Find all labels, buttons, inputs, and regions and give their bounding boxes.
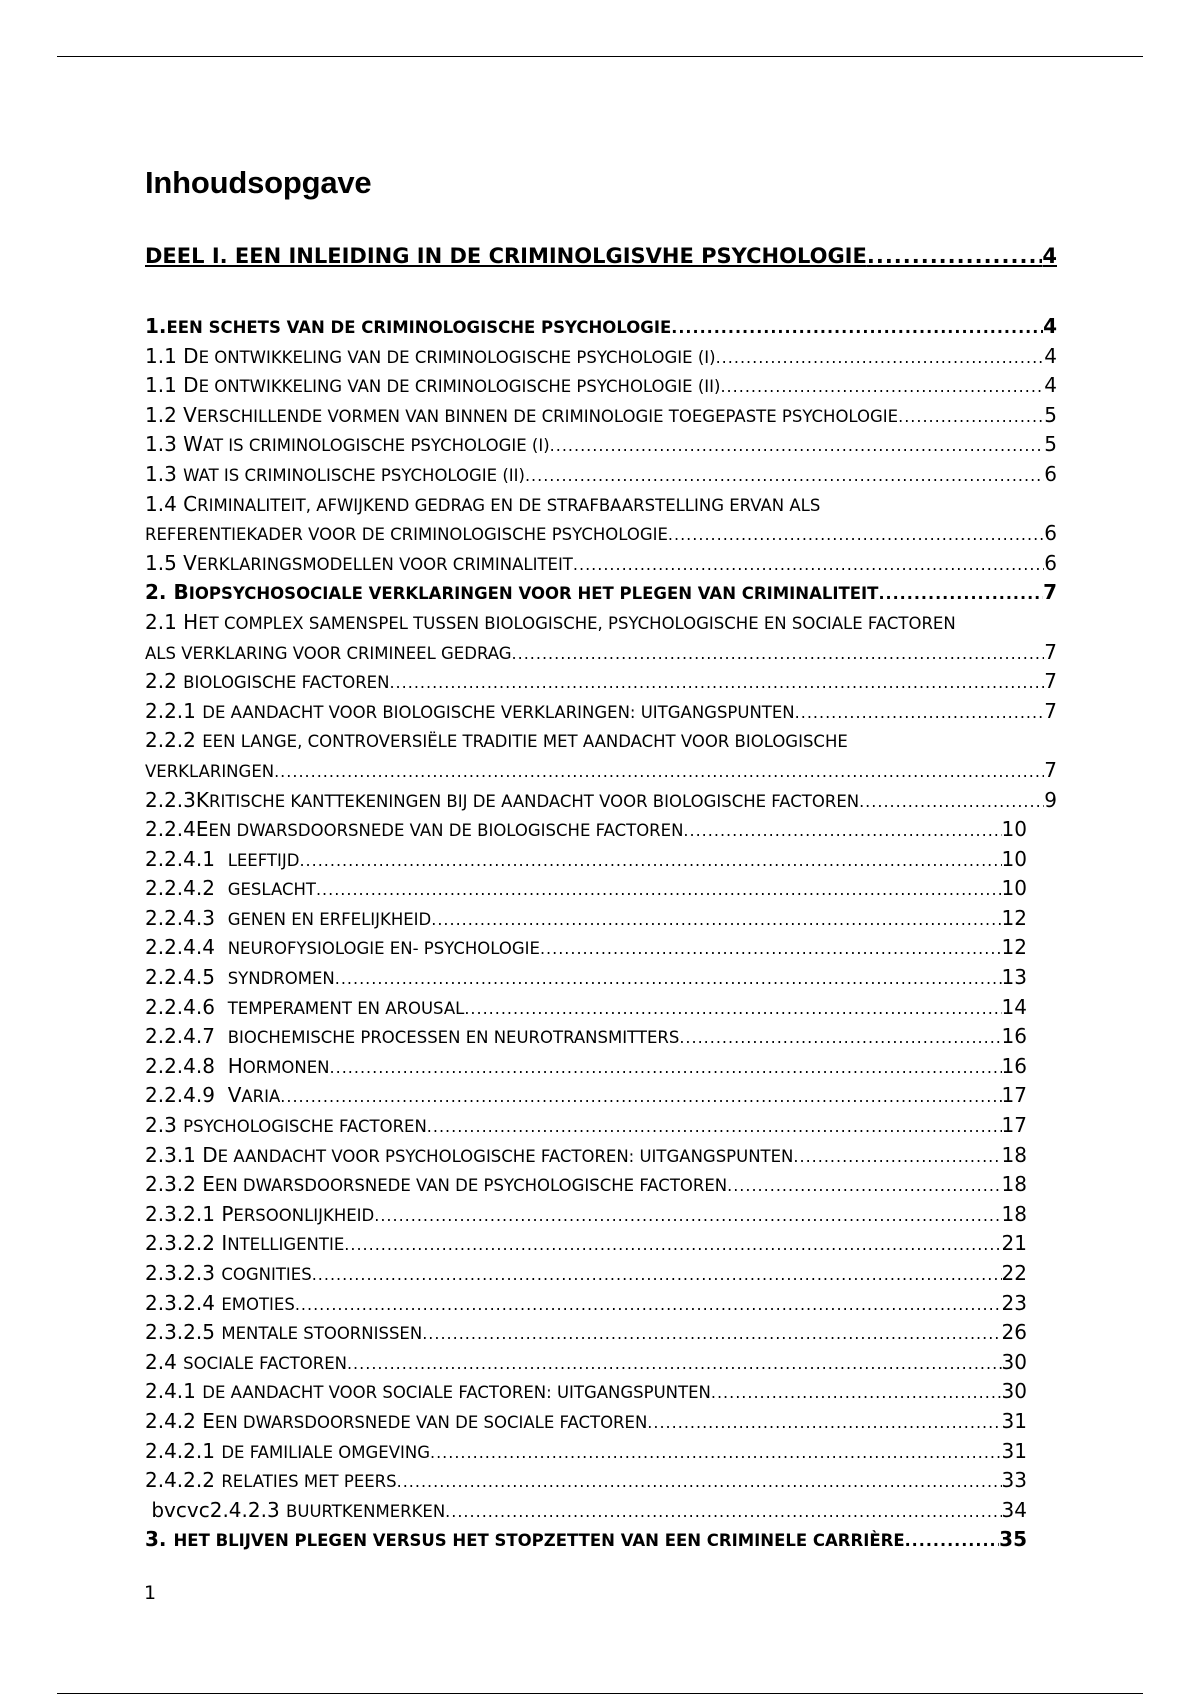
toc-entry-page: 12 [1001,935,1027,960]
toc-entry-text: DE AANDACHT VOOR BIOLOGISCHE VERKLARINGEN: UITGANGSPUNTEN [202,702,795,722]
dot-leader [671,318,1043,337]
toc-entry[interactable] [145,580,1057,610]
toc-entry-number: 2.2.2 [145,728,203,753]
toc-entry[interactable] [145,1024,1057,1054]
dot-leader [431,910,1001,929]
toc-entry-text: RITISCHE KANTTEKENINGEN BIJ DE AANDACHT VOOR BIOLOGISCHE FACTOREN [209,791,860,811]
toc-entry-text: RIMINALITEIT, AFWIJKEND GEDRAG EN DE STRAFBAARSTELLING ERVAN ALS [197,495,821,515]
dot-leader [344,1235,1001,1254]
page-title: Inhoudsopgave [145,165,372,200]
toc-entry-text: COGNITIES [221,1265,312,1284]
toc-entry-initial: H [183,609,199,634]
toc-entry-title [145,788,859,812]
toc-entry-text: NTELLIGENTIE [227,1235,345,1255]
dot-leader [711,1383,1002,1402]
toc-entry-number: 2.2.4.8 [145,1053,228,1078]
toc-entry[interactable] [145,817,1057,847]
toc-entry[interactable] [145,1468,1057,1498]
toc-entry-text: SOCIALE FACTOREN [183,1353,347,1373]
toc-entry-initial: P [221,1201,234,1226]
toc-entry-title [145,995,464,1019]
toc-entry[interactable] [145,758,1057,788]
toc-entry-text: ET COMPLEX SAMENSPEL TUSSEN BIOLOGISCHE, PSYCHOLOGISCHE EN SOCIALE FACTOREN [198,613,956,633]
toc-entry-page: 4 [1044,373,1057,398]
toc-entry-title [145,580,878,604]
toc-entry-page: 16 [1001,1053,1027,1078]
toc-entry-title [145,1409,647,1433]
toc-entry-number: 1.3 [145,432,184,457]
toc-entry-text: DE AANDACHT VOOR SOCIALE FACTOREN: UITGANGSPUNTEN [202,1383,711,1403]
toc-entry-number: 2.2.4.9 [145,1083,228,1108]
toc-entry[interactable] [145,1379,1057,1409]
toc-entry-title [145,728,848,752]
toc-entry-text: IOPSYCHOSOCIALE VERKLARINGEN VOOR HET PLEGEN VAN CRIMINALITEIT [188,584,879,604]
dot-leader [647,1413,1001,1432]
toc-entry-title [145,1113,427,1137]
toc-entry-page: 12 [1001,905,1027,930]
toc-entry-text: ERSOONLIJKHEID [233,1205,375,1225]
toc-entry-text: AT IS CRIMINOLOGISCHE PSYCHOLOGIE (I) [202,436,550,456]
toc-entry-page: 17 [1001,1083,1027,1108]
toc-entry-page: 6 [1044,521,1057,546]
toc-entry-title [145,344,716,368]
toc-entry[interactable] [145,1172,1057,1202]
toc-entry-page: 26 [1001,1320,1027,1345]
toc-entry [145,492,1057,522]
toc-entry-page: 16 [1001,1024,1027,1049]
toc-entry-title [145,462,525,486]
toc-entry-number: 2. [145,580,174,605]
toc-entry-page: 10 [1001,876,1027,901]
dot-leader [525,466,1044,485]
toc-entry-number: 2.4.2.1 [145,1438,222,1463]
toc-entry[interactable] [145,1291,1057,1321]
dot-leader [573,555,1044,574]
dot-leader [668,525,1044,544]
toc-entry-text: E AANDACHT VOOR PSYCHOLOGISCHE FACTOREN: UITGANGSPUNTEN [217,1146,794,1166]
toc-entry-text: RELATIES MET PEERS [221,1472,397,1492]
toc-entry-initial: E [202,1408,215,1433]
toc-entry-text: GESLACHT [227,880,316,900]
toc-entry[interactable] [145,699,1057,729]
toc-entry-text: EMOTIES [221,1294,295,1314]
toc-entry-number: 1.3 [145,461,184,486]
toc-entry[interactable] [145,1231,1057,1261]
toc-entry[interactable] [145,1054,1057,1084]
toc-entry-title [145,1261,312,1285]
toc-entry-page: 31 [1001,1438,1027,1463]
toc-entry-title [145,432,550,456]
toc-entry-title [145,758,274,782]
toc-entry-page: 14 [1001,994,1027,1019]
toc-entry-number: 2.4.2.2 [145,1468,222,1493]
toc-part-line[interactable] [145,244,1057,276]
toc-entry-text: ERSCHILLENDE VORMEN VAN BINNEN DE CRIMINOLOGIE TOEGEPASTE PSYCHOLOGIE [196,406,899,426]
toc-entry[interactable] [145,876,1057,906]
toc-entry-number: bvcvc2.4.2.3 [145,1497,287,1522]
toc-entry-title [145,847,299,871]
toc-entry-title [145,1202,374,1226]
dot-leader [274,762,1044,781]
toc-entry-number: 2.3.2.4 [145,1290,222,1315]
dot-leader [427,1117,1002,1136]
toc-entry-text: DE FAMILIALE OMGEVING [221,1442,430,1462]
toc-entry[interactable] [145,995,1057,1025]
toc-entry-text: EEN LANGE, CONTROVERSIËLE TRADITIE MET AANDACHT VOOR BIOLOGISCHE [202,732,848,752]
toc-entry-title [145,373,720,397]
toc-entry-number: 2.2.1 [145,698,203,723]
toc-entry-number: 2.2.4.4 [145,935,228,960]
toc-entry-number: 2.2.4.2 [145,876,228,901]
toc-entry-number: 2.2.3 [145,787,196,812]
toc-entry-initial: V [227,1083,242,1108]
dot-leader [550,436,1045,455]
toc-entry-number: 2.2.4.3 [145,905,228,930]
toc-entry-title [145,817,683,841]
dot-leader [335,969,1002,988]
toc-entry-page: 18 [1001,1142,1027,1167]
toc-entry-number: 2.2.4.5 [145,965,228,990]
dot-leader [374,1206,1001,1225]
toc-entry-title [145,1143,793,1167]
dot-leader [795,703,1045,722]
dot-leader [430,1443,1002,1462]
toc-entry-page: 9 [1044,787,1057,812]
toc-entry-number: 2.3.2 [145,1172,203,1197]
toc-entry-page: 10 [1001,846,1027,871]
dot-leader [716,348,1045,367]
toc-entry-initial: V [183,550,197,575]
toc-entry-text: WAT IS CRIMINOLISCHE PSYCHOLOGIE (II) [183,465,525,485]
dot-leader [683,821,1001,840]
toc-entry[interactable] [145,1439,1057,1469]
dot-leader [445,1502,1001,1521]
toc-entry-text: EN DWARSDOORSNEDE VAN DE BIOLOGISCHE FACTOREN [208,821,684,841]
dot-leader [299,851,1001,870]
dot-leader [540,939,1002,958]
toc-entry-number: 2.2.4.6 [145,994,228,1019]
toc-entry-title [145,935,540,959]
toc-entry-number: 2.3.1 [145,1142,203,1167]
toc-entry-page: 4 [1043,314,1057,338]
toc-entry-title [145,1320,422,1344]
toc-entry[interactable] [145,432,1057,462]
page-number: 1 [144,1582,157,1604]
toc-entry [145,610,1057,640]
toc-entry-page: 7 [1044,698,1057,723]
toc-entry-text: EN DWARSDOORSNEDE VAN DE PSYCHOLOGISCHE FACTOREN [214,1176,728,1196]
toc-entry-initial: I [221,1231,228,1256]
toc-entry-text: VERKLARINGEN [145,761,275,781]
toc-entry-text: ARIA [241,1087,281,1107]
toc-entry-number: 2.1 [145,609,184,634]
dot-leader [312,1265,1002,1284]
toc-entry-title [145,610,956,634]
toc-entry-title [145,1527,905,1551]
toc-entry-text: E ONTWIKKELING VAN DE CRIMINOLOGISCHE PSYCHOLOGIE (I) [198,347,716,367]
toc-entry-initial: W [183,432,203,457]
toc-entry-number: 2.2 [145,669,184,694]
toc-entry-number: 1.1 [145,373,184,398]
toc-entry-title [145,314,671,338]
toc-entry-title [145,640,512,664]
toc-entry-text: SYNDROMEN [227,969,335,989]
toc-entry[interactable] [145,1113,1057,1143]
toc-entry-page: 6 [1044,550,1057,575]
toc-entry[interactable] [145,935,1057,965]
toc-entry-title [145,1291,295,1315]
toc-entry[interactable] [145,521,1057,551]
toc-entry-page: 7 [1044,757,1057,782]
toc-entry-number: 2.4.1 [145,1379,203,1404]
toc-part-heading [145,244,1057,276]
toc-entry-number: 2.4 [145,1349,184,1374]
toc-entry-page: 18 [1001,1201,1027,1226]
toc-entry[interactable] [145,965,1057,995]
toc-entry-title [145,492,820,516]
toc-entry-text: EN DWARSDOORSNEDE VAN DE SOCIALE FACTOREN [214,1412,648,1432]
toc-entry-number: 2.3.2.1 [145,1201,222,1226]
dot-leader [878,584,1043,603]
toc-entry-text: BIOCHEMISCHE PROCESSEN EN NEUROTRANSMITTERS [227,1028,680,1048]
dot-leader [280,1087,1001,1106]
toc-entry-page: 23 [1001,1290,1027,1315]
dot-leader [898,407,1044,426]
toc-entry[interactable] [145,314,1057,344]
toc-entry-text: EEN SCHETS VAN DE CRIMINOLOGISCHE PSYCHOLOGIE [166,318,672,337]
dot-leader [720,377,1044,396]
toc-part-text: DEEL I. EEN INLEIDING IN DE CRIMINOLGISVHE PSYCHOLOGIE [145,244,867,268]
toc-entry-title [145,1231,344,1255]
toc-entry-page: 33 [1001,1468,1027,1493]
toc-entry-title [145,1054,330,1078]
toc-entry-number: 2.4.2 [145,1408,203,1433]
toc-entry-title [145,1498,445,1522]
toc-entry[interactable] [145,1527,1057,1557]
toc-entry[interactable] [145,847,1057,877]
toc-entry-initial: V [183,402,197,427]
toc-entry-page: 5 [1044,402,1057,427]
toc-entry-page: 30 [1001,1379,1027,1404]
dot-leader [867,244,1043,268]
toc-entry-number: 1.2 [145,402,184,427]
toc-entry[interactable] [145,1261,1057,1291]
toc-entry-initial: H [227,1053,243,1078]
toc-entry-text: NEUROFYSIOLOGIE EN- PSYCHOLOGIE [227,939,540,959]
toc-entry-initial: E [202,1172,215,1197]
toc-entry-number: 2.3.2.5 [145,1320,222,1345]
toc-entry-initial: D [202,1142,218,1167]
toc-entry[interactable] [145,551,1057,581]
toc-entry-title [145,1083,280,1107]
toc-entry-title [145,1468,397,1492]
dot-leader [330,1058,1002,1077]
toc-entry-title [145,669,389,693]
toc-entry-text: GENEN EN ERFELIJKHEID [227,909,432,929]
toc-entry-number: 2.2.4 [145,817,196,842]
toc-entry-title [145,1439,430,1463]
toc-entry-text: ERKLARINGSMODELLEN VOOR CRIMINALITEIT [196,554,573,574]
toc-entry-page: 35 [999,1527,1027,1552]
toc-entry-initial: B [173,580,189,605]
toc-entry[interactable] [145,462,1057,492]
toc-entry-title [145,1024,679,1048]
toc-entry-title [145,965,335,989]
toc-entry-title [145,876,316,900]
dot-leader [859,792,1044,811]
dot-leader [464,999,1001,1018]
toc-entry-text: TEMPERAMENT EN AROUSAL [227,998,465,1018]
toc-entry-number: 1.5 [145,550,184,575]
dot-leader [397,1472,1002,1491]
toc-entry[interactable] [145,1143,1057,1173]
dot-leader [389,673,1044,692]
toc-entry-initial: D [183,343,199,368]
toc-entry[interactable] [145,669,1057,699]
toc-entry-title [145,551,573,575]
dot-leader [512,644,1045,663]
toc-entry-text: BIOLOGISCHE FACTOREN [183,673,390,693]
toc-entry-text: REFERENTIEKADER VOOR DE CRIMINOLOGISCHE PSYCHOLOGIE [145,525,668,545]
toc-entry-number: 1. [145,314,167,338]
toc-entry-text: PSYCHOLOGISCHE FACTOREN [183,1117,427,1137]
toc-entry-initial: D [183,373,199,398]
toc-entry-title [145,1379,711,1403]
toc-entry[interactable] [145,640,1057,670]
toc-entry-number: 2.3 [145,1113,184,1138]
toc-entry-title [145,521,668,545]
toc-entry-page: 22 [1001,1261,1027,1285]
toc-entry[interactable] [145,1409,1057,1439]
toc-entry-title [145,699,795,723]
toc-entry[interactable] [145,1202,1057,1232]
toc-entry-initial: E [195,817,209,842]
header-rule [57,56,1143,57]
toc-part-page: 4 [1042,244,1057,268]
toc-entry-title [145,403,898,427]
toc-entry-number: 2.2.4.7 [145,1024,228,1049]
dot-leader [295,1295,1002,1314]
toc-entry-initial: C [183,491,198,516]
toc-entry[interactable] [145,1083,1057,1113]
toc-entry-text: MENTALE STOORNISSEN [221,1324,423,1344]
toc-entry-initial: K [195,787,210,812]
toc-entry-title [145,1350,347,1374]
toc-entry[interactable] [145,1350,1057,1380]
toc-entry[interactable] [145,344,1057,374]
dot-leader [905,1531,1000,1550]
toc-entry[interactable] [145,373,1057,403]
toc-entry-number: 1.1 [145,343,184,368]
toc-entry[interactable] [145,1320,1057,1350]
toc-entry-page: 10 [1001,817,1027,842]
toc-entry[interactable] [145,788,1057,818]
toc-entry[interactable] [145,403,1057,433]
toc-entry-number: 3. [145,1527,174,1552]
toc-entry-text: HET BLIJVEN PLEGEN VERSUS HET STOPZETTEN VAN EEN CRIMINELE CARRIÈRE [173,1531,905,1551]
toc-entry-page: 31 [1001,1408,1027,1433]
toc-entry-text: E ONTWIKKELING VAN DE CRIMINOLOGISCHE PSYCHOLOGIE (II) [198,377,721,397]
dot-leader [679,1028,1001,1047]
toc-entry-page: 4 [1044,343,1057,368]
toc-entry-page: 21 [1001,1231,1027,1256]
toc-entry-title [145,1172,727,1196]
dot-leader [727,1176,1001,1195]
toc-entry-page: 7 [1044,639,1057,664]
table-of-contents [145,314,1057,1557]
toc-entry-page: 7 [1043,580,1057,605]
toc-entry[interactable] [145,906,1057,936]
toc-entry-page: 6 [1044,461,1057,486]
dot-leader [422,1324,1001,1343]
toc-entry-number: 2.3.2.3 [145,1261,222,1285]
toc-entry-number: 2.2.4.1 [145,846,228,871]
toc-entry-number: 2.3.2.2 [145,1231,222,1256]
toc-entry-page: 17 [1001,1113,1027,1138]
dot-leader [347,1354,1002,1373]
toc-entry[interactable] [145,1498,1057,1528]
toc-entry-page: 13 [1001,965,1027,990]
toc-entry-text: ORMONEN [242,1057,330,1077]
toc-entry-page: 30 [1001,1349,1027,1374]
toc-entry-number: 1.4 [145,491,184,516]
toc-entry-text: LEEFTIJD [227,850,300,870]
toc-entry-title [145,906,431,930]
toc-entry-text: BUURTKENMERKEN [286,1501,446,1521]
toc-entry-page: 5 [1044,432,1057,457]
toc-entry [145,728,1057,758]
dot-leader [793,1147,1001,1166]
toc-entry-text: ALS VERKLARING VOOR CRIMINEEL GEDRAG [145,643,512,663]
toc-entry-page: 34 [1001,1497,1027,1522]
toc-entry-page: 18 [1001,1172,1027,1197]
dot-leader [316,880,1002,899]
toc-entry-page: 7 [1044,669,1057,694]
footer-rule [57,1693,1143,1694]
